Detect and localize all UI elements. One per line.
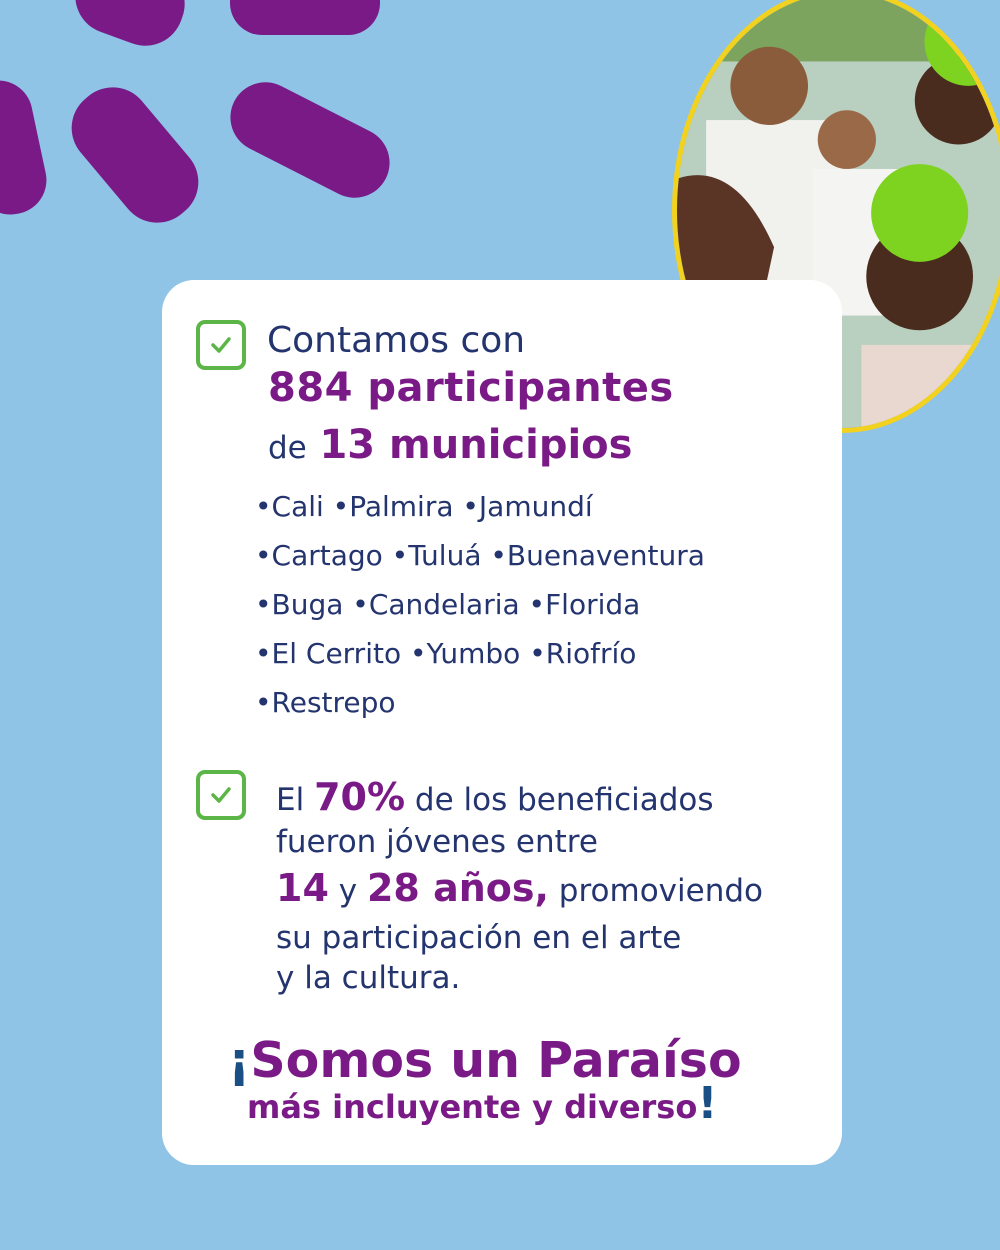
age-min: 14 — [276, 866, 329, 910]
slogan-text-1: Somos un Paraíso — [250, 1032, 742, 1089]
y-text: y — [338, 873, 358, 909]
municipalities-line: •Cartago •Tuluá •Buenaventura — [255, 539, 705, 572]
intro-text: Contamos con — [267, 320, 526, 361]
slogan-text-2: más incluyente y diverso — [247, 1088, 698, 1126]
municipalities-count: 13 municipios — [319, 422, 633, 468]
slogan-line-2 — [247, 1078, 717, 1129]
beneficiaries-line-2: fueron jóvenes entre — [276, 824, 598, 860]
percent-value: 70% — [314, 775, 406, 819]
municipalities-count-line — [268, 422, 632, 468]
promoting-text: promoviendo — [558, 873, 763, 909]
participants-count: 884 participantes — [268, 365, 674, 411]
de-text: de — [268, 430, 307, 466]
municipalities-line: •Buga •Candelaria •Florida — [255, 588, 641, 621]
sun-rays-decoration — [0, 0, 420, 240]
municipalities-line: •El Cerrito •Yumbo •Riofrío — [255, 637, 637, 670]
age-max: 28 años, — [366, 866, 549, 910]
slogan-close-mark: ! — [697, 1078, 718, 1129]
beneficiaries-line-5: y la cultura. — [276, 960, 461, 996]
municipalities-line: •Cali •Palmira •Jamundí — [255, 490, 593, 523]
checkbox-check-icon — [196, 320, 246, 370]
beneficiaries-line-4: su participación en el arte — [276, 920, 682, 956]
slogan-open-mark: ¡ — [228, 1032, 251, 1089]
el-text: El — [276, 782, 305, 818]
checkbox-check-icon — [196, 770, 246, 820]
beneficiaries-line-3 — [276, 866, 763, 910]
beneficiaries-text: de los beneficiados — [414, 782, 714, 818]
beneficiaries-line-1 — [276, 775, 714, 819]
municipalities-line: •Restrepo — [255, 686, 396, 719]
